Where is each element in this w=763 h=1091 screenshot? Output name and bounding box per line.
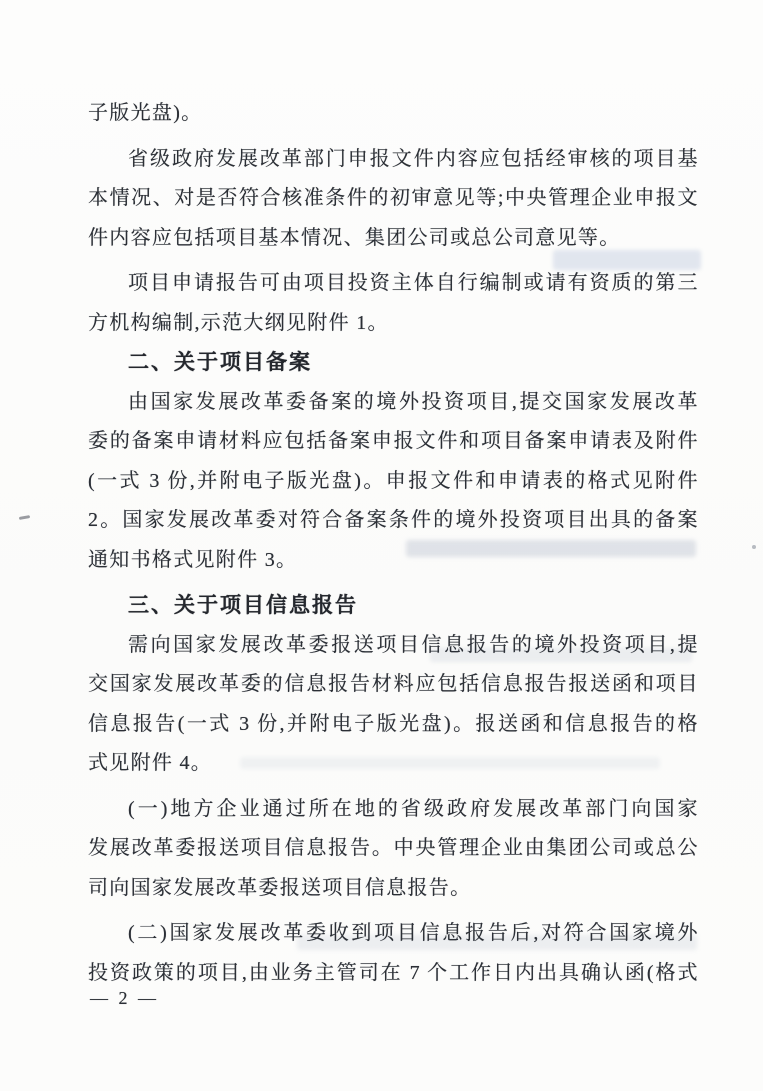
- text-line: 子版光盘)。: [88, 102, 203, 124]
- text-line: (二)国家发展改革委收到项目信息报告后,对符合国家境外: [128, 922, 698, 944]
- text-line: 投资政策的项目,由业务主管司在 7 个工作日内出具确认函(格式: [88, 961, 698, 984]
- text-line: 2。国家发展改革委对符合备案条件的境外投资项目出具的备案: [88, 509, 698, 531]
- text-line: 件内容应包括项目基本情况、集团公司或总公司意见等。: [88, 226, 621, 249]
- scan-stray-dot: [752, 545, 756, 549]
- text-line: 交国家发展改革委的信息报告材料应包括信息报告报送函和项目: [88, 673, 698, 695]
- text-line: 委的备案申请材料应包括备案申报文件和项目备案申请表及附件: [88, 430, 698, 452]
- text-line: 省级政府发展改革部门申报文件内容应包括经审核的项目基: [128, 147, 698, 170]
- text-line: 由国家发展改革委备案的境外投资项目,提交国家发展改革: [128, 390, 698, 413]
- text-line: 通知书格式见附件 3。: [88, 548, 298, 571]
- text-line: (一)地方企业通过所在地的省级政府发展改革部门向国家: [128, 797, 698, 820]
- section-heading: 二、关于项目备案: [128, 351, 312, 374]
- text-line: 发展改革委报送项目信息报告。中央管理企业由集团公司或总公: [88, 837, 698, 859]
- text-line: 信息报告(一式 3 份,并附电子版光盘)。报送函和信息报告的格: [88, 712, 698, 735]
- text-line: 需向国家发展改革委报送项目信息报告的境外投资项目,提: [128, 633, 698, 656]
- section-heading: 三、关于项目信息报告: [128, 594, 358, 617]
- page-number: — 2 —: [90, 988, 159, 1008]
- scan-stray-mark: [19, 515, 30, 520]
- document-body: [88, 94, 698, 993]
- text-line: 司向国家发展改革委报送项目信息报告。: [88, 876, 472, 899]
- text-line: (一式 3 份,并附电子版光盘)。申报文件和申请表的格式见附件: [88, 469, 698, 492]
- text-line: 方机构编制,示范大纲见附件 1。: [88, 311, 389, 334]
- text-line: 本情况、对是否符合核准条件的初审意见等;中央管理企业申报文: [88, 187, 698, 209]
- text-line: 项目申请报告可由项目投资主体自行编制或请有资质的第三: [128, 272, 698, 294]
- text-line: 式见附件 4。: [88, 752, 213, 774]
